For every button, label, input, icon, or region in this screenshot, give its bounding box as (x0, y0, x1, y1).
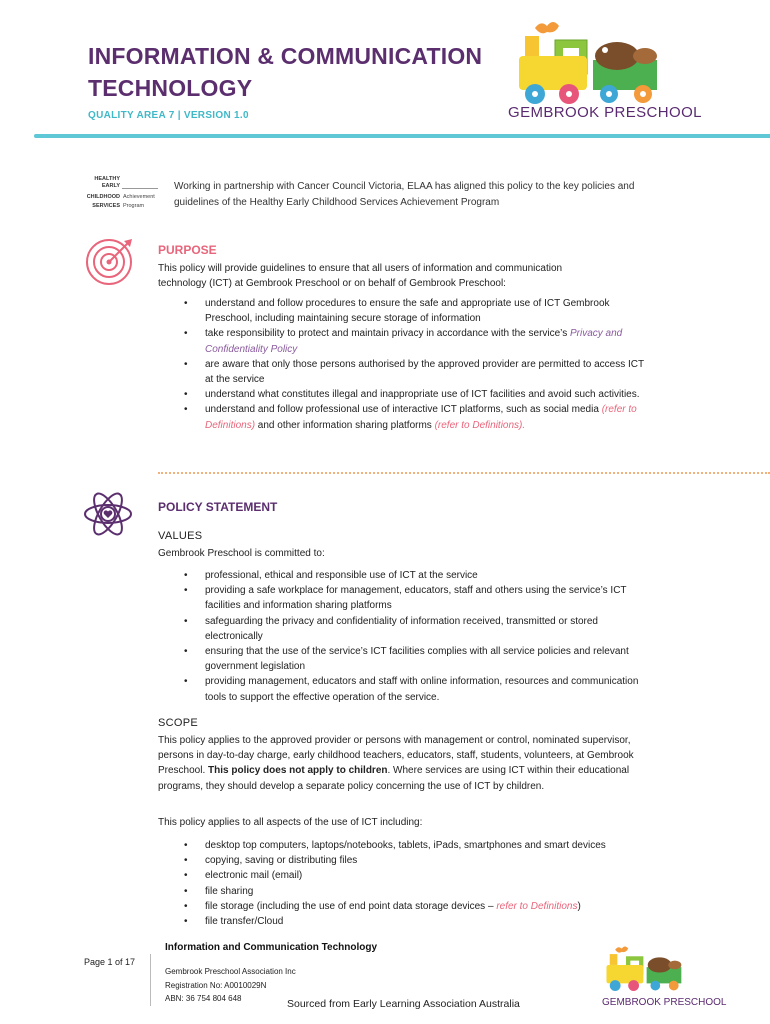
scope-paragraph: This policy applies to the approved provider or persons with management or control, nominated supervisor, persons in day-to-day charge, early childhood teachers, educators, staff, students, volunteers, at Gembrook Preschool. This policy does not apply to children. Where services are using ICT within their educational programs, they should develop a separate policy concerning the use of ICT by children. (158, 735, 634, 792)
list-item: • copying, saving or distributing files (205, 853, 675, 868)
footer-title: Information and Communication Technology (165, 942, 378, 953)
page-number: Page 1 of 17 (84, 957, 136, 967)
privacy-policy-link[interactable]: Privacy and Confidentiality Policy (205, 328, 623, 355)
scope-heading: SCOPE (158, 717, 199, 729)
list-item: • understand what constitutes illegal and inappropriate use of ICT facilities and avoid such activities. (205, 387, 655, 402)
list-item: • providing a safe workplace for management, educators, staff and others using the service’s ICT facilities and information sharing platforms (205, 583, 645, 613)
list-item: • providing management, educators and staff with online information, resources and communication tools to support the effective operation of the service. (205, 674, 645, 704)
purpose-heading: PURPOSE (158, 243, 217, 257)
purpose-list (205, 296, 655, 433)
target-icon (84, 233, 138, 287)
partnership-intro: Working in partnership with Cancer Council Victoria, ELAA has aligned this policy to the key policies and guidelines of the Healthy Early Childhood Services Achievement Program (174, 181, 635, 208)
scope-list (205, 838, 675, 929)
healthy-early-childhood-logo: HEALTHY EARLY CHILDHOOD SERVICES Achievement Program (80, 176, 162, 216)
list-item: • are aware that only those persons authorised by the approved provider are permitted to access ICT at the service (205, 357, 655, 387)
title-line-1: INFORMATION & COMMUNICATION (88, 43, 483, 69)
scope-aspects-intro: This policy applies to all aspects of the use of ICT including: (158, 817, 423, 828)
list-item: • electronic mail (email) (205, 868, 675, 883)
page-subtitle: QUALITY AREA 7 | VERSION 1.0 (88, 110, 249, 121)
section-divider (158, 472, 770, 474)
list-item: • file sharing (205, 884, 675, 899)
list-item: • file transfer/Cloud (205, 914, 675, 929)
list-item: • safeguarding the privacy and confidentiality of information received, transmitted or stored electronically (205, 614, 645, 644)
atom-heart-icon (82, 488, 134, 540)
page-title (88, 40, 508, 104)
purpose-paragraph: This policy will provide guidelines to ensure that all users of information and communication technology (ICT) at Gembrook Preschool or on behalf of Gembrook Preschool: (158, 263, 563, 290)
values-heading: VALUES (158, 530, 203, 542)
list-item: • take responsibility to protect and maintain privacy in accordance with the service’s Privacy and Confidentiality Policy (205, 326, 655, 356)
list-item: • understand and follow professional use of interactive ICT platforms, such as social media (refer to Definitions) and other information sharing platforms (refer to Definitions). (205, 402, 655, 432)
gembrook-train-logo-small (595, 940, 695, 1004)
policy-statement-heading: POLICY STATEMENT (158, 500, 278, 514)
gembrook-logo-text: GEMBROOK PRESCHOOL (508, 104, 702, 121)
list-item: • desktop top computers, laptops/notebooks, tablets, iPads, smartphones and smart devices (205, 838, 675, 853)
definitions-link[interactable]: (refer to Definitions). (434, 419, 526, 431)
list-item: • understand and follow procedures to ensure the safe and appropriate use of ICT Gembrook Preschool, including maintaining secure storage of information (205, 296, 655, 326)
header-divider (34, 134, 770, 138)
list-item: • file storage (including the use of end point data storage devices – refer to Definitions) (205, 899, 675, 914)
values-intro: Gembrook Preschool is committed to: (158, 548, 325, 559)
definitions-link[interactable]: refer to Definitions (496, 900, 578, 912)
footer-divider (150, 954, 151, 1006)
gembrook-logo-text-small: GEMBROOK PRESCHOOL (602, 997, 727, 1008)
title-line-2: TECHNOLOGY (88, 75, 253, 101)
sourced-from: Sourced from Early Learning Association Australia (287, 998, 520, 1010)
values-list (205, 568, 645, 705)
definitions-link[interactable]: (refer to Definitions) (205, 404, 637, 431)
list-item: • professional, ethical and responsible use of ICT at the service (205, 568, 645, 583)
list-item: • ensuring that the use of the service’s ICT facilities complies with all service policies and relevant government legislation (205, 644, 645, 674)
footer-association-info: Gembrook Preschool Association Inc Registration No: A0010029N ABN: 36 754 804 648 (165, 967, 296, 1003)
